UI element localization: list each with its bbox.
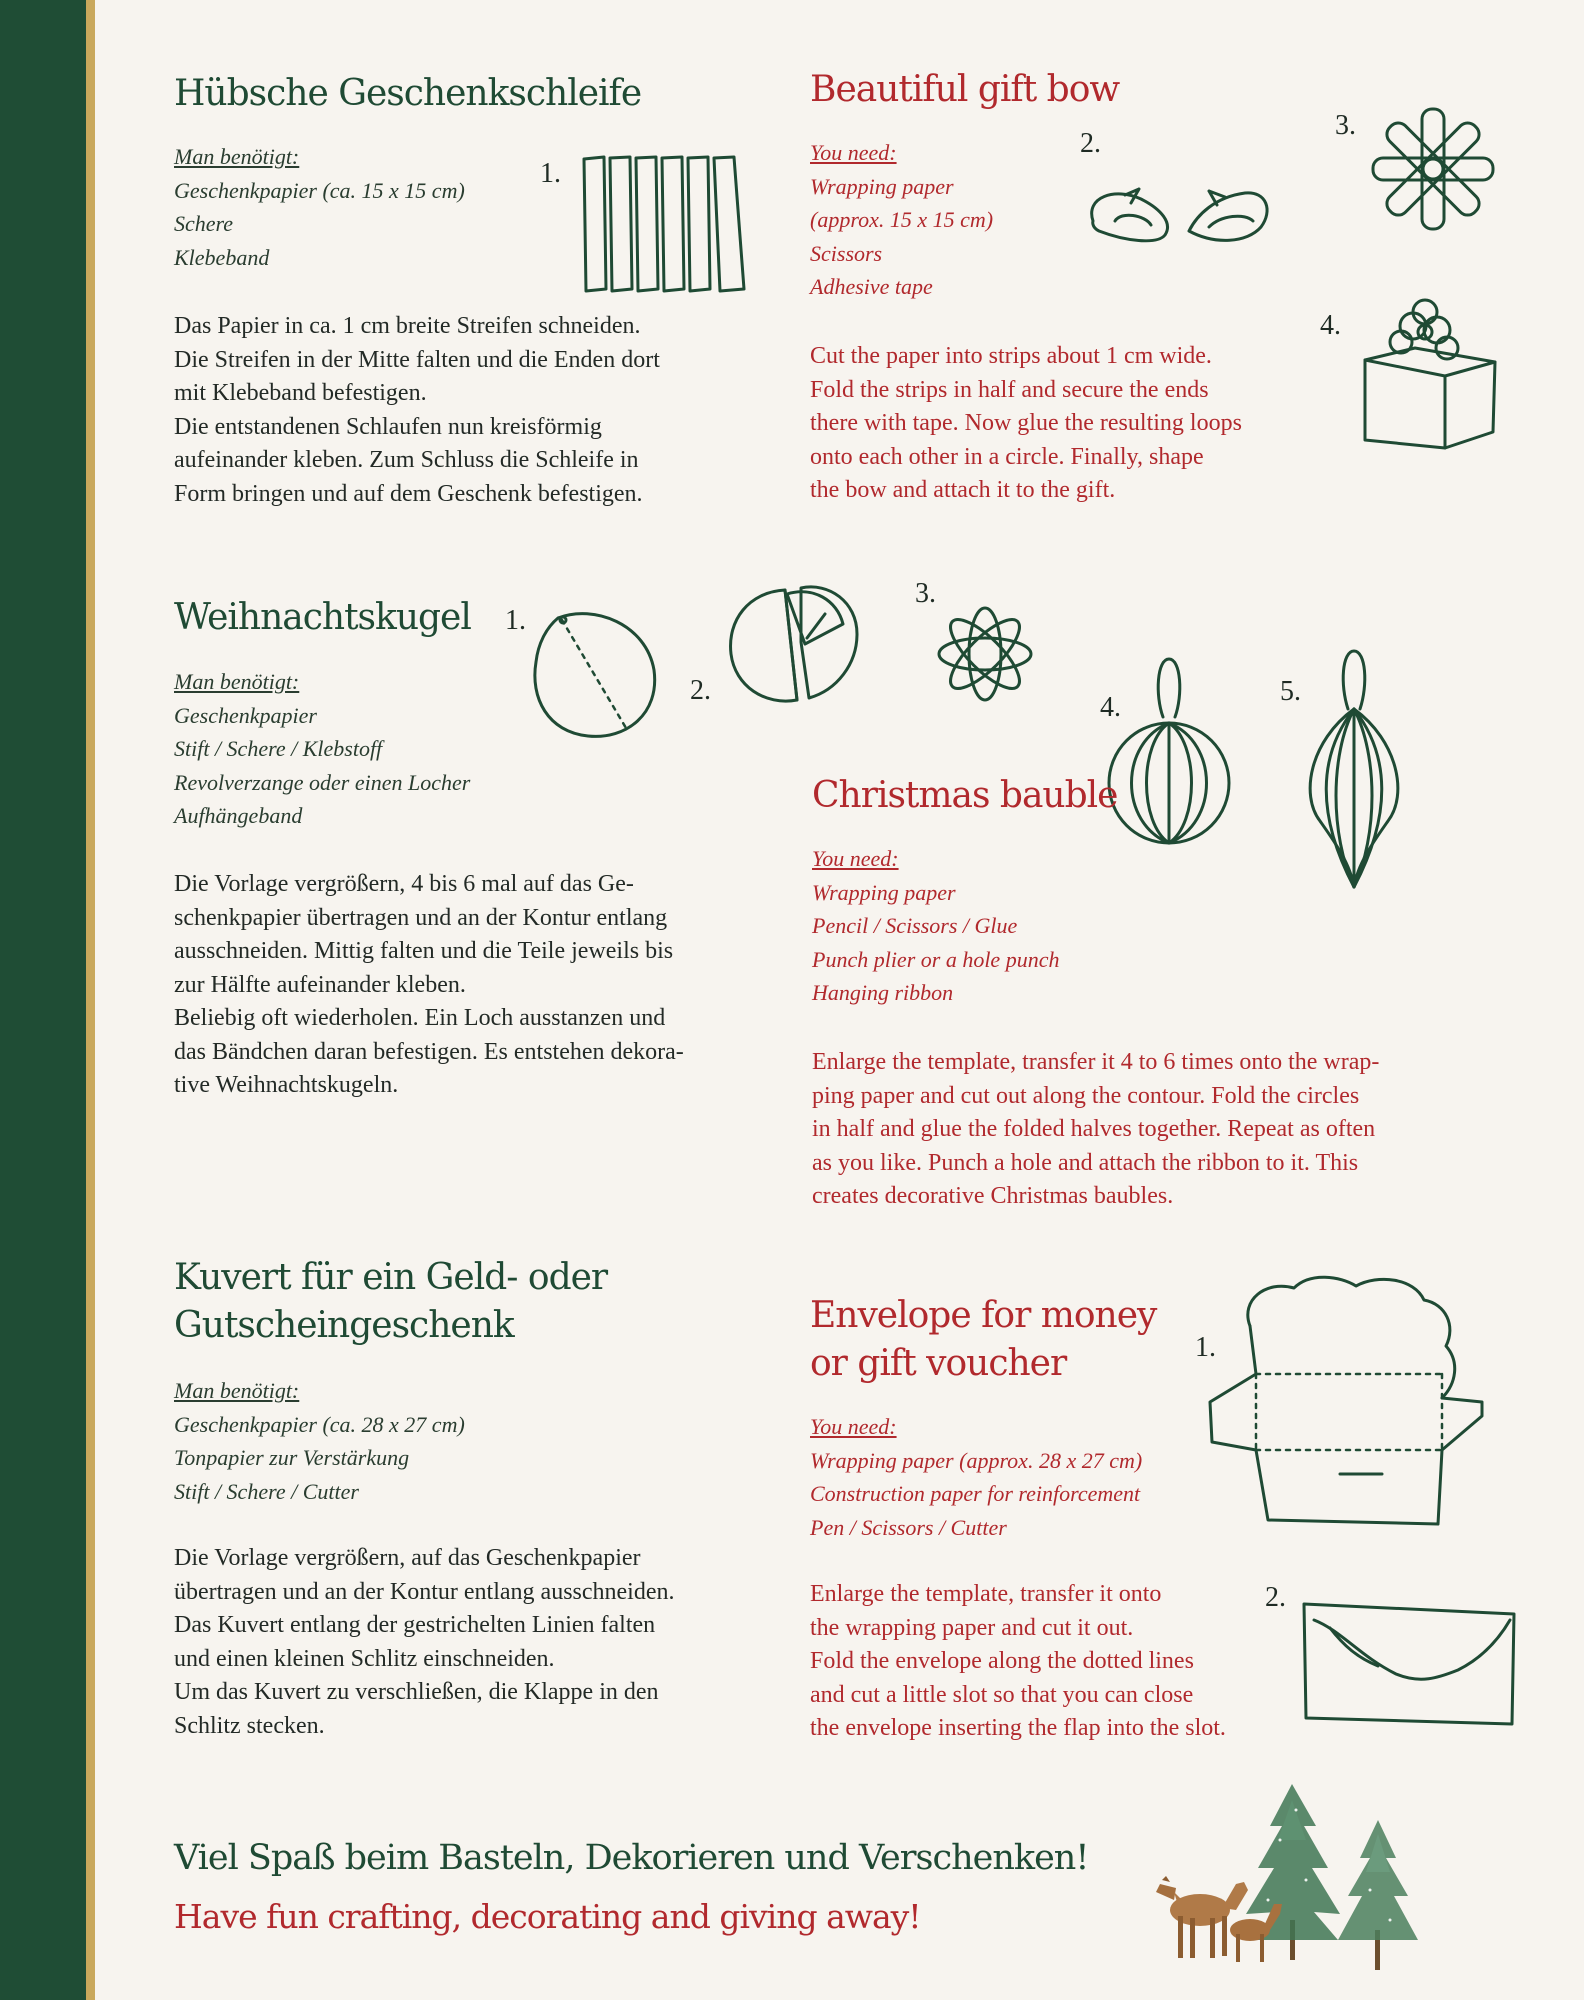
bauble-title-en: Christmas bauble (812, 775, 1118, 816)
step-number: 2. (1080, 128, 1101, 159)
text-line: the envelope inserting the flap into the slot. (810, 1715, 1226, 1741)
need-item: Punch plier or a hole punch (812, 946, 1060, 972)
text-line: schenkpapier übertragen und an der Kontur entlang (174, 904, 668, 931)
bow-needs-en (810, 136, 993, 304)
closed-envelope-illustration (1300, 1600, 1520, 1730)
text-line: in half and glue the folded halves together. Repeat as often (812, 1116, 1376, 1142)
needs-label: Man benötigt: (174, 669, 300, 694)
need-item: Stift / Schere / Cutter (174, 1478, 359, 1504)
text-line: Enlarge the template, transfer it 4 to 6 times onto the wrap- (812, 1049, 1380, 1075)
text-line: Um das Kuvert zu verschließen, die Klappe in den (174, 1679, 659, 1705)
need-item: Tonpapier zur Verstärkung (174, 1445, 410, 1470)
need-item: Scissors (810, 240, 883, 266)
need-item: (approx. 15 x 15 cm) (810, 207, 994, 232)
title-line: or gift voucher (810, 1343, 1067, 1384)
needs-label: You need: (810, 140, 897, 165)
step-number: 1. (505, 605, 526, 636)
envelope-template-illustration (1210, 1270, 1490, 1530)
bow-instructions-de (174, 310, 660, 511)
bauble-needs-en (812, 842, 1059, 1010)
text-line: Cut the paper into strips about 1 cm wide. (810, 343, 1212, 369)
text-line: Das Papier in ca. 1 cm breite Streifen schneiden. (174, 313, 641, 339)
need-item: Schere (174, 211, 234, 236)
step-number: 4. (1100, 692, 1121, 723)
step-number: 4. (1320, 310, 1341, 341)
spine-gold-edge (86, 0, 95, 2000)
drop-bauble-illustration (1300, 645, 1410, 895)
bow-title-de: Hübsche Geschenkschleife (174, 73, 642, 114)
title-line: Gutscheingeschenk (174, 1305, 514, 1346)
round-bauble-illustration (1105, 655, 1235, 855)
book-spine (0, 0, 86, 2000)
text-line: übertragen und an der Kontur entlang ausschneiden. (174, 1578, 675, 1605)
step-number: 5. (1280, 676, 1301, 707)
need-item: Geschenkpapier (ca. 28 x 27 cm) (174, 1411, 465, 1437)
bow-title-en: Beautiful gift bow (810, 69, 1120, 110)
title-line: Envelope for money (810, 1295, 1157, 1336)
text-line: tive Weihnachtskugeln. (174, 1072, 399, 1098)
bow-loops-illustration (1370, 105, 1500, 235)
forest-deer-illustration (1150, 1780, 1440, 1980)
text-line: Die Streifen in der Mitte falten und die Enden dort (174, 346, 660, 373)
bauble-instructions-en (812, 1046, 1379, 1214)
text-line: Die Vorlage vergrößern, auf das Geschenkpapier (174, 1545, 641, 1571)
need-item: Construction paper for reinforcement (810, 1481, 1141, 1506)
needs-label: You need: (812, 846, 899, 871)
needs-label: You need: (810, 1414, 897, 1439)
text-line: creates decorative Christmas baubles. (812, 1183, 1174, 1209)
needs-label: Man benötigt: (174, 1378, 300, 1403)
bauble-needs-de (174, 665, 470, 833)
step-number: 2. (1265, 1582, 1286, 1613)
text-line: onto each other in a circle. Finally, shape (810, 443, 1204, 470)
envelope-needs-en (810, 1410, 1142, 1544)
text-line: there with tape. Now glue the resulting loops (810, 410, 1242, 436)
text-line: mit Klebeband befestigen. (174, 380, 427, 406)
step-number: 3. (1335, 110, 1356, 141)
text-line: Fold the strips in half and secure the ends (810, 376, 1209, 403)
text-line: Form bringen und auf dem Geschenk befestigen. (174, 480, 643, 507)
text-line: ping paper and cut out along the contour. Fold the circles (812, 1082, 1360, 1109)
glued-halves-illustration (915, 600, 1055, 710)
gift-box-illustration (1355, 290, 1505, 450)
text-line: zur Hälfte aufeinander kleben. (174, 971, 466, 998)
text-line: das Bändchen daran befestigen. Es entstehen dekora- (174, 1038, 684, 1065)
closing-de: Viel Spaß beim Basteln, Dekorieren und Verschenken! (174, 1838, 1089, 1878)
folded-circles-illustration (725, 580, 865, 710)
step-number: 1. (540, 158, 561, 189)
envelope-title-de (174, 1254, 607, 1350)
bauble-instructions-de (174, 868, 684, 1103)
need-item: Geschenkpapier (174, 702, 317, 728)
title-line: Kuvert für ein Geld- oder (174, 1257, 608, 1298)
text-line: and cut a little slot so that you can close (810, 1681, 1194, 1708)
step-number: 1. (1195, 1332, 1216, 1363)
pine-tree-right (1338, 1820, 1418, 1970)
need-item: Pen / Scissors / Cutter (810, 1514, 1007, 1540)
text-line: und einen kleinen Schlitz einschneiden. (174, 1645, 555, 1672)
text-line: aufeinander kleben. Zum Schluss die Schleife in (174, 447, 639, 473)
circle-template-illustration (530, 610, 660, 740)
need-item: Geschenkpapier (ca. 15 x 15 cm) (174, 177, 465, 203)
need-item: Adhesive tape (810, 274, 933, 299)
need-item: Wrapping paper (810, 173, 954, 199)
step-number: 3. (915, 578, 936, 609)
paper-strips-illustration (580, 155, 750, 295)
text-line: Enlarge the template, transfer it onto (810, 1581, 1162, 1607)
envelope-instructions-en (810, 1578, 1226, 1746)
folded-loops-illustration (1085, 175, 1275, 255)
need-item: Revolverzange oder einen Locher (174, 769, 471, 795)
need-item: Wrapping paper (approx. 28 x 27 cm) (810, 1447, 1143, 1473)
envelope-needs-de (174, 1374, 465, 1508)
text-line: Fold the envelope along the dotted lines (810, 1648, 1194, 1674)
text-line: ausschneiden. Mittig falten und die Teile jeweils bis (174, 938, 674, 964)
need-item: Aufhängeband (174, 803, 303, 828)
envelope-instructions-de (174, 1542, 675, 1743)
need-item: Klebeband (174, 244, 270, 270)
text-line: the bow and attach it to the gift. (810, 477, 1116, 503)
text-line: Schlitz stecken. (174, 1712, 325, 1739)
text-line: Die entstandenen Schlaufen nun kreisförmig (174, 413, 602, 440)
need-item: Wrapping paper (812, 879, 956, 905)
step-number: 2. (690, 675, 711, 706)
need-item: Pencil / Scissors / Glue (812, 913, 1018, 938)
need-item: Hanging ribbon (812, 980, 954, 1005)
text-line: Die Vorlage vergrößern, 4 bis 6 mal auf das Ge- (174, 871, 634, 897)
text-line: Das Kuvert entlang der gestrichelten Linien falten (174, 1612, 656, 1638)
need-item: Stift / Schere / Klebstoff (174, 736, 383, 761)
bauble-title-de: Weihnachtskugel (174, 597, 471, 638)
text-line: the wrapping paper and cut it out. (810, 1614, 1134, 1641)
bow-instructions-en (810, 340, 1242, 508)
text-line: Beliebig oft wiederholen. Ein Loch ausstanzen und (174, 1005, 666, 1031)
text-line: as you like. Punch a hole and attach the ribbon to it. This (812, 1149, 1359, 1176)
bow-needs-de (174, 140, 465, 274)
closing-en: Have fun crafting, decorating and giving away! (174, 1897, 921, 1936)
needs-label: Man benötigt: (174, 144, 300, 169)
envelope-title-en (810, 1292, 1156, 1388)
